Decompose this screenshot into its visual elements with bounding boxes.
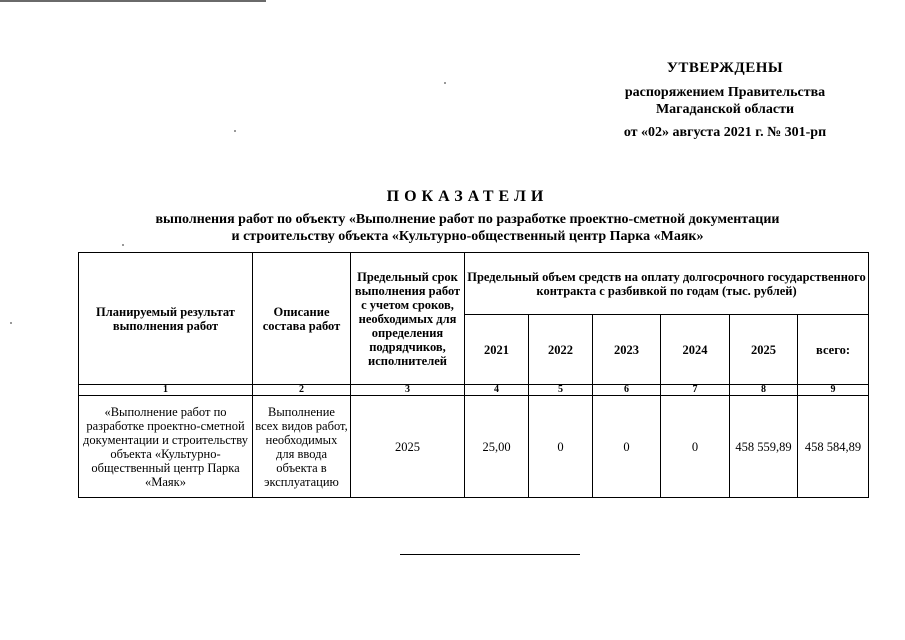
scan-edge-line: [0, 0, 266, 2]
document-subtitle-line: и строительству объекта «Культурно-общественный центр Парка «Маяк»: [231, 229, 704, 244]
column-number: 5: [529, 385, 593, 396]
cell-2024: 0: [661, 396, 730, 498]
cell-2022: 0: [529, 396, 593, 498]
cell-deadline: 2025: [351, 396, 465, 498]
column-number: 9: [798, 385, 869, 396]
column-number: 1: [79, 385, 253, 396]
cell-2025: 458 559,89: [730, 396, 798, 498]
cell-result: «Выполнение работ по разработке проектно-сметной документации и строительству объекта «Культурно-общественный центр Парка «Маяк»: [79, 396, 253, 498]
scan-speck: [444, 82, 446, 84]
approval-line: распоряжением Правительства: [624, 85, 826, 100]
column-number: 7: [661, 385, 730, 396]
document-subtitle-line: выполнения работ по объекту «Выполнение работ по разработке проектно-сметной документации: [155, 212, 780, 227]
header-total: всего:: [798, 315, 869, 385]
header-volume: Предельный объем средств на оплату долгосрочного государственного контракта с разбивкой по годам (тыс. рублей): [465, 253, 869, 315]
scan-speck: [10, 322, 12, 324]
cell-description: Выполнение всех видов работ, необходимых для ввода объекта в эксплуатацию: [253, 396, 351, 498]
cell-2023: 0: [593, 396, 661, 498]
cell-total: 458 584,89: [798, 396, 869, 498]
approval-line: Магаданской области: [655, 102, 795, 117]
column-number: 8: [730, 385, 798, 396]
document-heading: [60, 188, 875, 245]
approval-title: УТВЕРЖДЕНЫ: [666, 60, 784, 76]
column-number: 3: [351, 385, 465, 396]
table-row: [79, 396, 869, 498]
cell-2021: 25,00: [465, 396, 529, 498]
approval-block: [595, 60, 855, 141]
header-result: Планируемый результат выполнения работ: [79, 253, 253, 385]
header-deadline: Предельный срок выполнения работ с учетом сроков, необходимых для определения подрядчиков, исполнителей: [351, 253, 465, 385]
header-year: 2025: [730, 315, 798, 385]
header-year: 2022: [529, 315, 593, 385]
header-year: 2023: [593, 315, 661, 385]
column-number: 6: [593, 385, 661, 396]
closing-rule: [400, 554, 580, 555]
scan-speck: [234, 130, 236, 132]
header-year: 2024: [661, 315, 730, 385]
indicators-table: [78, 252, 869, 498]
header-year: 2021: [465, 315, 529, 385]
header-description: Описание состава работ: [253, 253, 351, 385]
document-title: ПОКАЗАТЕЛИ: [386, 188, 549, 205]
column-number: 2: [253, 385, 351, 396]
approval-date: от «02» августа 2021 г. № 301-рп: [623, 125, 827, 140]
column-number: 4: [465, 385, 529, 396]
